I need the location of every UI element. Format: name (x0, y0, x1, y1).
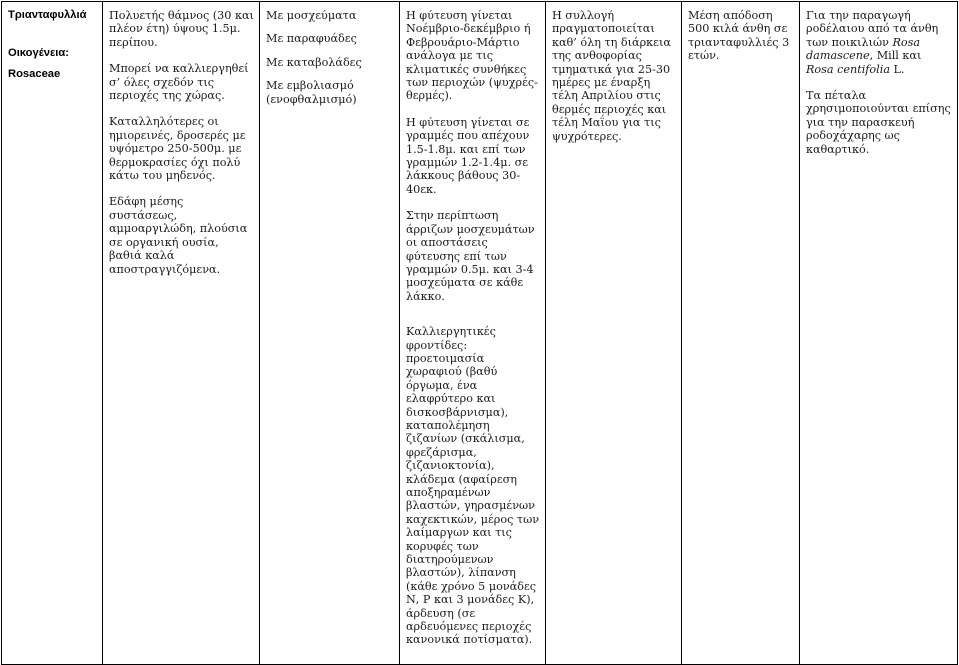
cultivation-care: Καλλιεργητικές φροντίδες: προετοιμασία χωραφιού (βαθύ όργωμα, ένα ελαφρύτερο και δισκοσβάρνισμα), καταπολέμηση ζιζανίων (σκάλισμα, φρεζάρισμα, ζιζανιοκτονία), κλάδεμα (αφαίρεση αποξηραμένων βλαστών, γηρασμένων καχεκτικών, μέρος των λαίμαργων και τις κορυφές των διατηρούμενων βλαστών), λίπανση (κάθε χρόνο 5 μονάδες Ν, Ρ και 3 μονάδες Κ), άρδευση (σε αρδευόμενες περιοχές κανονικά ποτίσματα). (406, 325, 540, 647)
propagation-method-2: Με παραφυάδες (266, 32, 357, 46)
planting-care-cell (400, 2, 546, 665)
crop-info-table (1, 1, 958, 665)
plant-description: Πολυετής θάμνος (30 και πλέον έτη) ύψους 1.5μ. περίπου. (109, 9, 254, 49)
family-name: Rosaceae (8, 67, 61, 80)
cultivation-regions: Μπορεί να καλλιεργηθεί σ’ όλες σχεδόν τις περιοχές της χώρας. (109, 62, 249, 103)
soil-requirements: Εδάφη μέσης συστάσεως, αμμοαργιλώδη, πλούσια σε οργανική ουσία, βαθιά καλά αποστραγγιζόμενα. (109, 195, 248, 276)
uses-cell (800, 2, 958, 665)
climate-soil-cell (103, 2, 260, 665)
variety-name: Rosa damascene (806, 35, 921, 63)
planting-season: Η φύτευση γίνεται Νοέμβριο-δεκέμβριο ή Φεβρουάριο-Μάρτιο ανάλογα με τις κλιματικές συνθήκες των περιοχών (ψυχρές-θερμές). (406, 9, 538, 103)
propagation-method-3: Με καταβολάδες (266, 55, 362, 69)
table-row (2, 2, 958, 665)
propagation-method-1: Με μοσχεύματα (266, 9, 357, 22)
harvest-cell (546, 2, 682, 665)
plant-name-cell (2, 2, 103, 665)
planting-spacing: Η φύτευση γίνεται σε γραμμές που απέχουν 1.5-1.8μ. και επί των γραμμών 1.2-1.4μ. σε λάκκους βάθους 30-40εκ. (406, 115, 530, 196)
yield-info: Μέση απόδοση 500 κιλά άνθη σε τριανταφυλλιές 3 ετών. (688, 9, 790, 63)
harvest-info: Η συλλογή πραγματοποιείται καθ’ όλη τη διάρκεια της ανθοφορίας τμηματικά για 25-30 ημέρες με έναρξη τέλη Απριλίου στις θερμές περιοχές και τέλη Μαΐου για τις ψυχρότερες. (552, 9, 671, 143)
rose-oil-use (806, 9, 952, 76)
propagation-cell (260, 2, 400, 665)
rootless-cuttings-spacing: Στην περίπτωση άρριζων μοσχευμάτων οι αποστάσεις φύτευσης επί των γραμμών 0.5μ. και 3-4 μοσχεύματα σε κάθε λάκκο. (406, 209, 535, 303)
uses-text: Για την παραγωγή ροδέλαιου από τα άνθη των ποικιλιών (806, 9, 939, 49)
family-label: Οικογένεια: (8, 47, 70, 60)
yield-cell (682, 2, 800, 665)
plant-common-name: Τριανταφυλλιά (8, 9, 87, 21)
variety-name: Rosa centifolia (806, 62, 890, 76)
suitable-areas: Καταλληλότερες οι ημιορεινές, δροσερές με υψόμετρο 250-500μ. με θερμοκρασίες όχι πολύ κάτω του μηδενός. (109, 115, 246, 183)
petals-use: Τα πέταλα χρησιμοποιούνται επίσης για την παρασκευή ροδοχάχαρης ως καθαρτικό. (806, 89, 951, 156)
uses-text: , Mill και (869, 49, 922, 63)
uses-text: L. (890, 62, 905, 76)
propagation-method-4: Με εμβολιασμό (ενοφθαλμισμό) (266, 79, 357, 106)
